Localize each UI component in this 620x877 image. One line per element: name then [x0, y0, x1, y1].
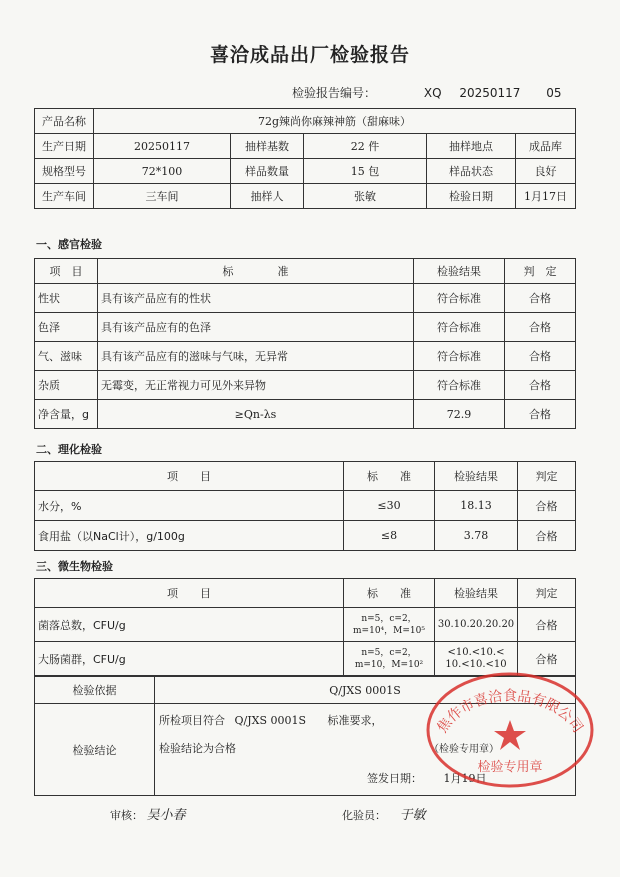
- judge-cell: 合格: [505, 284, 576, 313]
- report-number-prefix: XQ: [423, 86, 442, 100]
- product-name: 72g辣尚你麻辣神筋（甜麻味）: [94, 109, 576, 134]
- judge-cell: 合格: [518, 642, 576, 676]
- stamp-note: （检验专用章）: [429, 744, 499, 755]
- table-row: [35, 400, 576, 429]
- std-cell: [344, 608, 435, 642]
- col-header: 标 准: [344, 462, 435, 491]
- result-cell: 72.9: [414, 400, 505, 429]
- item-cell: 色泽: [35, 313, 98, 342]
- judge-cell: 合格: [518, 491, 576, 521]
- judge-cell: 合格: [505, 400, 576, 429]
- info-label: 样品数量: [231, 159, 304, 184]
- table-row: [35, 608, 576, 642]
- judge-cell: 合格: [518, 608, 576, 642]
- item-cell: 大肠菌群，CFU/g: [35, 642, 344, 676]
- info-label: 产品名称: [35, 109, 94, 134]
- conclusion-label: 检验结论: [35, 704, 155, 796]
- conclusion-text: 标准要求，: [327, 714, 383, 727]
- judge-cell: 合格: [505, 371, 576, 400]
- issue-date-label: 签发日期：: [367, 772, 422, 785]
- col-header: 项 目: [35, 259, 98, 284]
- basis-value: Q/JXS 0001S: [155, 677, 576, 704]
- col-header: 检验结果: [414, 259, 505, 284]
- std-cell: 具有该产品应有的性状: [98, 284, 414, 313]
- item-cell: 菌落总数，CFU/g: [35, 608, 344, 642]
- spec: 72*100: [94, 159, 231, 184]
- col-header: 判定: [518, 579, 576, 608]
- result-cell: 符合标准: [414, 313, 505, 342]
- reviewer-label: 审核：: [110, 809, 143, 822]
- result-cell: 30.10.20.20.20: [435, 608, 518, 642]
- sampler: 张敏: [304, 184, 427, 209]
- reviewer-signature: 吴小春: [146, 808, 186, 823]
- info-label: 生产日期: [35, 134, 94, 159]
- report-number-label: 检验报告编号：: [292, 86, 377, 100]
- std-line: n=5，c=2，: [361, 613, 417, 624]
- section-heading-micro: 三、微生物检验: [36, 560, 113, 573]
- std-cell: ≤30: [344, 491, 435, 521]
- std-cell: 无霉变，无正常视力可见外来异物: [98, 371, 414, 400]
- item-cell: 食用盐（以NaCl计），g/100g: [35, 521, 344, 551]
- std-line: m=10⁴，M=10⁵: [353, 625, 425, 636]
- physchem-table: [34, 461, 576, 551]
- section-heading-sensory: 一、感官检验: [36, 238, 102, 251]
- inspector-signature: 于敏: [399, 808, 426, 823]
- prod-date: 20250117: [94, 134, 231, 159]
- table-row: [35, 284, 576, 313]
- info-label: 抽样基数: [231, 134, 304, 159]
- sample-qty: 15 包: [304, 159, 427, 184]
- inspector-label: 化验员：: [342, 809, 386, 822]
- basis-label: 检验依据: [35, 677, 155, 704]
- std-line: m=10，M=10²: [354, 659, 424, 670]
- stamp-ring-text: 焦作市喜洽食品有限公司: [434, 688, 586, 736]
- sample-place: 成品库: [516, 134, 576, 159]
- judge-cell: 合格: [518, 521, 576, 551]
- judge-cell: 合格: [505, 342, 576, 371]
- conclusion-text: 所检项目符合: [159, 714, 225, 727]
- test-date: 1月17日: [516, 184, 576, 209]
- col-header: 判定: [518, 462, 576, 491]
- col-header: 标 准: [98, 259, 414, 284]
- item-cell: 性状: [35, 284, 98, 313]
- report-number-seq: 05: [546, 86, 562, 100]
- result-cell: 符合标准: [414, 342, 505, 371]
- info-label: 抽样地点: [427, 134, 516, 159]
- result-cell: 符合标准: [414, 284, 505, 313]
- micro-table: [34, 578, 576, 676]
- star-icon: [494, 720, 526, 750]
- item-cell: 水分，%: [35, 491, 344, 521]
- reviewer: [110, 804, 186, 823]
- judge-cell: 合格: [505, 313, 576, 342]
- item-cell: 气、滋味: [35, 342, 98, 371]
- conclusion-line-2: 检验结论为合格: [159, 742, 236, 755]
- table-row: [35, 342, 576, 371]
- result-cell: 3.78: [435, 521, 518, 551]
- company-seal-stamp: [420, 668, 600, 788]
- stamp-center-text: 检验专用章: [477, 760, 543, 775]
- issue-date-value: 1月19日: [443, 772, 487, 785]
- info-label: 生产车间: [35, 184, 94, 209]
- info-label: 抽样人: [231, 184, 304, 209]
- report-title: 喜洽成品出厂检验报告: [209, 44, 410, 66]
- col-header: 判 定: [505, 259, 576, 284]
- result-cell: 18.13: [435, 491, 518, 521]
- item-cell: 净含量，g: [35, 400, 98, 429]
- info-label: 检验日期: [427, 184, 516, 209]
- col-header: 标 准: [344, 579, 435, 608]
- std-cell: 具有该产品应有的滋味与气味，无异常: [98, 342, 414, 371]
- std-cell: 具有该产品应有的色泽: [98, 313, 414, 342]
- report-number-date: 20250117: [459, 86, 521, 100]
- col-header: 检验结果: [435, 579, 518, 608]
- sample-base: 22 件: [304, 134, 427, 159]
- item-cell: 杂质: [35, 371, 98, 400]
- sample-state: 良好: [516, 159, 576, 184]
- table-row: [35, 521, 576, 551]
- table-row: [35, 491, 576, 521]
- std-cell: ≤8: [344, 521, 435, 551]
- sensory-table: [34, 258, 576, 429]
- col-header: 项 目: [35, 579, 344, 608]
- section-heading-physchem: 二、理化检验: [36, 443, 102, 456]
- info-table: [34, 108, 576, 209]
- inspector: [342, 804, 426, 823]
- col-header: 项 目: [35, 462, 344, 491]
- info-label: 样品状态: [427, 159, 516, 184]
- std-cell: ≥Qn-λs: [98, 400, 414, 429]
- col-header: 检验结果: [435, 462, 518, 491]
- result-cell: 符合标准: [414, 371, 505, 400]
- info-label: 规格型号: [35, 159, 94, 184]
- result-line: 10.<10.<10: [445, 658, 507, 670]
- std-line: n=5，c=2，: [361, 647, 417, 658]
- report-number: [292, 84, 562, 101]
- result-line: <10.<10.<: [447, 646, 505, 658]
- workshop: 三车间: [94, 184, 231, 209]
- table-row: [35, 313, 576, 342]
- conclusion-line-1: [159, 712, 383, 728]
- table-row: [35, 371, 576, 400]
- conclusion-standard: Q/JXS 0001S: [234, 714, 307, 727]
